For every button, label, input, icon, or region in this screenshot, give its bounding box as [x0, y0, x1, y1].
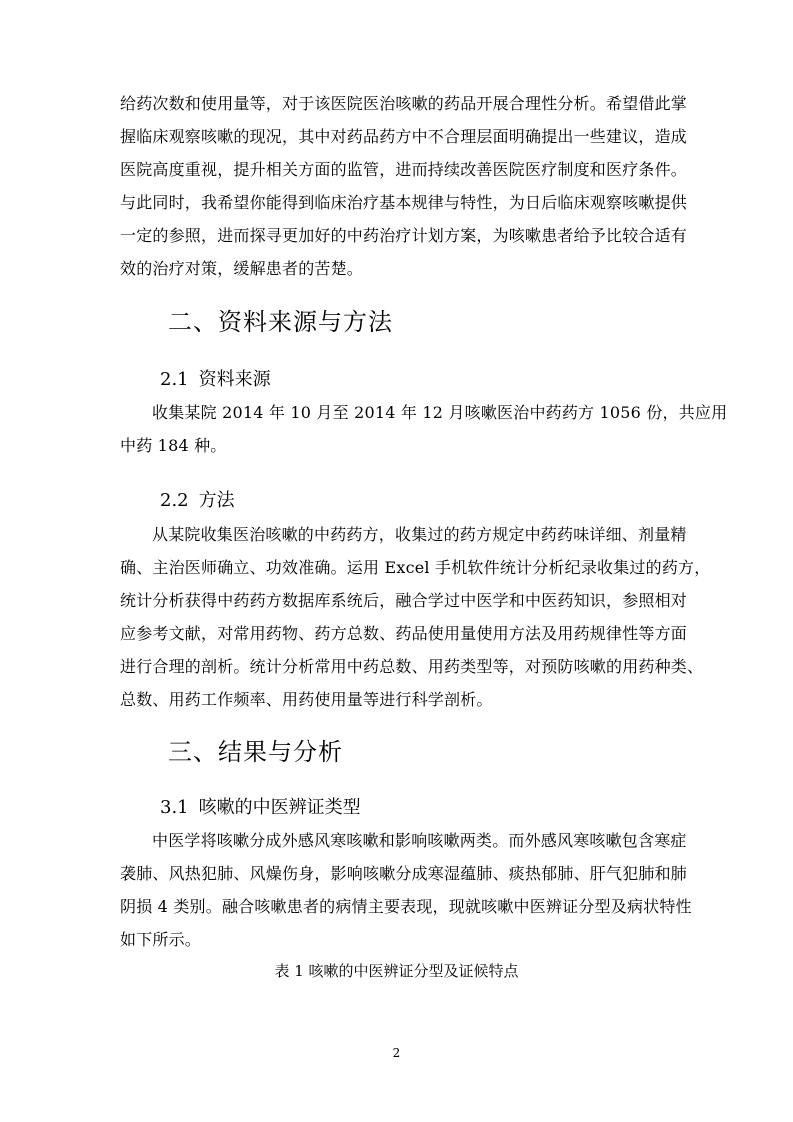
intro-line-2: 握临床观察咳嗽的现况，其中对药品药方中不合理层面明确提出一些建议，造成: [120, 127, 688, 146]
table-caption: 表 1 咳嗽的中医辨证分型及证候特点: [274, 962, 519, 980]
intro-line-6: 效的治疗对策，缓解患者的苦楚。: [120, 259, 364, 278]
sub-2-1-line-1: 收集某院 2014 年 10 月至 2014 年 12 月咳嗽医治中药药方 1056 份，共应用: [152, 403, 728, 422]
subsection-number: 2.2: [160, 490, 189, 511]
intro-line-1: 给药次数和使用量等，对于该医院医治咳嗽的药品开展合理性分析。希望借此掌: [120, 94, 688, 113]
sub-3-1-line-4: 如下所示。: [120, 930, 202, 949]
sub-2-2-line-2: 确、主治医师确立、功效准确。运用 Excel 手机软件统计分析纪录收集过的药方，: [120, 558, 711, 577]
intro-line-5: 一定的参照，进而探寻更加好的中药治疗计划方案，为咳嗽患者给予比较合适有: [120, 226, 688, 245]
sub-3-1-line-2: 袭肺、风热犯肺、风燥伤身，影响咳嗽分成寒湿蕴肺、痰热郁肺、肝气犯肺和肺: [120, 864, 688, 883]
sub-3-1-line-1: 中医学将咳嗽分成外感风寒咳嗽和影响咳嗽两类。而外感风寒咳嗽包含寒症: [152, 831, 687, 850]
intro-line-3: 医院高度重视，提升相关方面的监管，进而持续改善医院医疗制度和医疗条件。: [120, 160, 688, 179]
section-heading-3: 三、结果与分析: [168, 738, 343, 766]
subsection-title: 方法: [198, 490, 235, 511]
sub-2-2-line-5: 进行合理的剖析。统计分析常用中药总数、用药类型等，对预防咳嗽的用药种类、: [120, 657, 704, 676]
subsection-heading-2-2: [160, 490, 235, 512]
subsection-heading-2-1: [160, 369, 271, 391]
subsection-number: 2.1: [160, 369, 189, 390]
sub-2-1-line-2: 中药 184 种。: [120, 436, 227, 455]
subsection-title: 资料来源: [198, 369, 271, 390]
section-heading-2: 二、资料来源与方法: [168, 308, 393, 336]
sub-2-2-line-4: 应参考文献，对常用药物、药方总数、药品使用量使用方法及用药规律性等方面: [120, 624, 688, 643]
subsection-title: 咳嗽的中医辨证类型: [198, 797, 361, 818]
sub-2-2-line-1: 从某院收集医治咳嗽的中药药方，收集过的药方规定中药药味详细、剂量精: [152, 525, 687, 544]
intro-line-4: 与此同时，我希望你能得到临床治疗基本规律与特性，为日后临床观察咳嗽提供: [120, 193, 688, 212]
sub-2-2-line-3: 统计分析获得中药药方数据库系统后，融合学过中医学和中医药知识，参照相对: [120, 591, 688, 610]
page-number: 2: [392, 1046, 401, 1060]
sub-2-2-line-6: 总数、用药工作频率、用药使用量等进行科学剖析。: [120, 690, 493, 709]
subsection-number: 3.1: [160, 797, 189, 818]
sub-3-1-line-3: 阴损 4 类别。融合咳嗽患者的病情主要表现，现就咳嗽中医辨证分型及病状特性: [120, 897, 692, 916]
subsection-heading-3-1: [160, 797, 361, 819]
